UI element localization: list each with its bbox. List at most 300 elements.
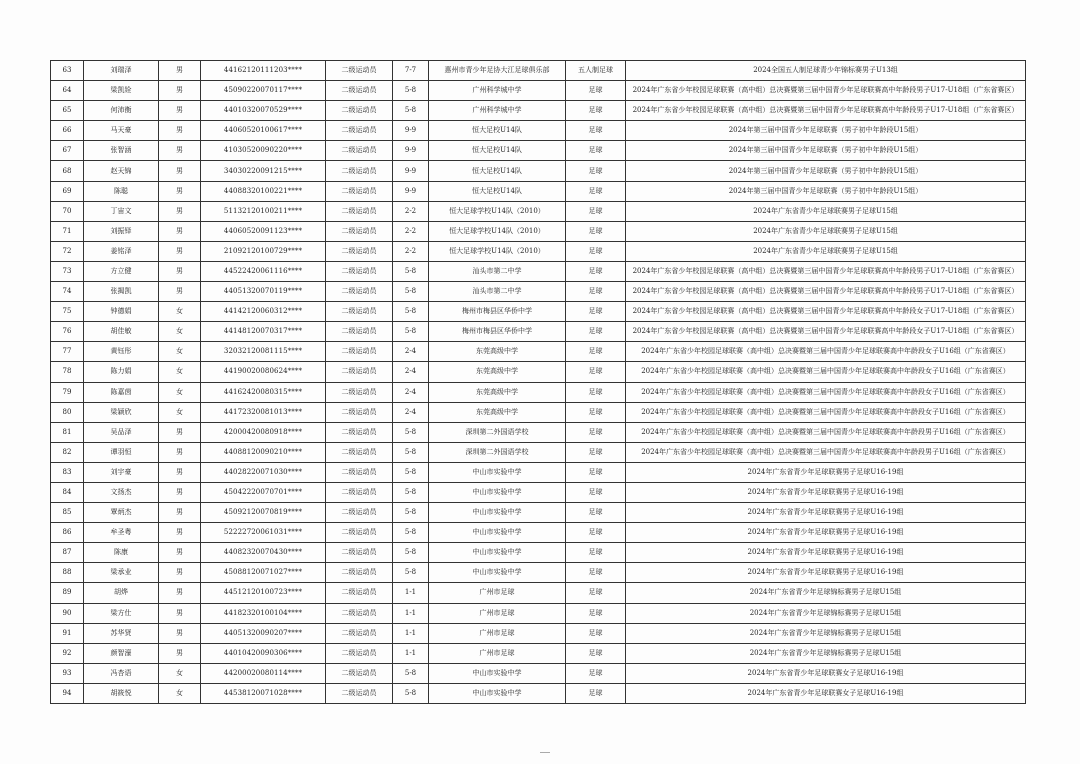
cell-group: 1-1 xyxy=(393,583,429,603)
cell-group: 2-2 xyxy=(393,221,429,241)
table-row xyxy=(51,221,1026,241)
cell-no: 78 xyxy=(51,362,84,382)
cell-group: 2-2 xyxy=(393,201,429,221)
cell-name: 梁凯铨 xyxy=(84,81,159,101)
cell-gender: 男 xyxy=(159,81,201,101)
cell-level: 二级运动员 xyxy=(326,141,393,161)
cell-gender: 男 xyxy=(159,141,201,161)
cell-name: 胡佳敏 xyxy=(84,322,159,342)
cell-name: 陈力娟 xyxy=(84,362,159,382)
cell-competition: 2024年广东省青少年足球锦标赛男子足球U15组 xyxy=(626,603,1026,623)
cell-competition: 2024年广东省少年校园足球联赛（高中组）总决赛暨第三届中国青少年足球联赛高中年龄段女子U17-U18组（广东省赛区） xyxy=(626,322,1026,342)
cell-competition: 2024年广东省青少年足球联赛男子足球U15组 xyxy=(626,201,1026,221)
cell-name: 陈嘉茵 xyxy=(84,382,159,402)
cell-id: 44172320081013**** xyxy=(201,402,326,422)
cell-no: 80 xyxy=(51,402,84,422)
cell-name: 丁宙文 xyxy=(84,201,159,221)
cell-sport: 足球 xyxy=(566,643,626,663)
cell-group: 9-9 xyxy=(393,161,429,181)
cell-no: 82 xyxy=(51,442,84,462)
cell-sport: 五人制足球 xyxy=(566,61,626,81)
cell-no: 88 xyxy=(51,563,84,583)
cell-level: 二级运动员 xyxy=(326,603,393,623)
cell-org: 恒大足球学校U14队（2010） xyxy=(429,221,566,241)
cell-gender: 男 xyxy=(159,241,201,261)
cell-sport: 足球 xyxy=(566,462,626,482)
table-row xyxy=(51,161,1026,181)
cell-group: 2-4 xyxy=(393,342,429,362)
cell-org: 恒大足校U14队 xyxy=(429,141,566,161)
cell-competition: 2024年广东省青少年足球锦标赛男子足球U15组 xyxy=(626,643,1026,663)
cell-gender: 男 xyxy=(159,503,201,523)
cell-level: 二级运动员 xyxy=(326,663,393,683)
cell-org: 中山市实验中学 xyxy=(429,482,566,502)
cell-id: 44060520100617**** xyxy=(201,121,326,141)
cell-id: 41030520090220**** xyxy=(201,141,326,161)
cell-competition: 2024年广东省少年校园足球联赛（高中组）总决赛暨第三届中国青少年足球联赛高中年龄段男子U17-U18组（广东省赛区） xyxy=(626,101,1026,121)
cell-sport: 足球 xyxy=(566,523,626,543)
cell-no: 83 xyxy=(51,462,84,482)
cell-no: 93 xyxy=(51,663,84,683)
cell-group: 5-8 xyxy=(393,523,429,543)
cell-gender: 男 xyxy=(159,422,201,442)
cell-level: 二级运动员 xyxy=(326,342,393,362)
cell-competition: 2024年广东省青少年足球锦标赛男子足球U15组 xyxy=(626,623,1026,643)
cell-org: 中山市实验中学 xyxy=(429,683,566,703)
cell-level: 二级运动员 xyxy=(326,221,393,241)
cell-competition: 2024年广东省青少年足球联赛男子足球U15组 xyxy=(626,241,1026,261)
table-row xyxy=(51,583,1026,603)
cell-id: 44142120060312**** xyxy=(201,302,326,322)
cell-sport: 足球 xyxy=(566,683,626,703)
cell-level: 二级运动员 xyxy=(326,362,393,382)
cell-org: 梅州市梅县区华侨中学 xyxy=(429,322,566,342)
cell-id: 42000420080918**** xyxy=(201,422,326,442)
cell-group: 5-8 xyxy=(393,261,429,281)
table-row xyxy=(51,623,1026,643)
cell-no: 69 xyxy=(51,181,84,201)
cell-name: 颜智濠 xyxy=(84,643,159,663)
cell-org: 中山市实验中学 xyxy=(429,523,566,543)
cell-name: 陈聪 xyxy=(84,181,159,201)
cell-group: 2-2 xyxy=(393,241,429,261)
cell-id: 44088120090210**** xyxy=(201,442,326,462)
cell-no: 91 xyxy=(51,623,84,643)
cell-id: 44182320100104**** xyxy=(201,603,326,623)
cell-org: 惠州市青少年足协大江足球俱乐部 xyxy=(429,61,566,81)
cell-name: 刘瑞泽 xyxy=(84,61,159,81)
cell-id: 44028220071030**** xyxy=(201,462,326,482)
cell-competition: 2024年广东省少年校园足球联赛（高中组）总决赛暨第三届中国青少年足球联赛高中年龄段女子U16组（广东省赛区） xyxy=(626,402,1026,422)
cell-org: 恒大足校U14队 xyxy=(429,181,566,201)
cell-group: 5-8 xyxy=(393,322,429,342)
cell-group: 5-8 xyxy=(393,462,429,482)
cell-no: 81 xyxy=(51,422,84,442)
cell-name: 张揭凯 xyxy=(84,282,159,302)
cell-no: 94 xyxy=(51,683,84,703)
cell-sport: 足球 xyxy=(566,442,626,462)
cell-group: 1-1 xyxy=(393,603,429,623)
cell-org: 深圳第二外国语学校 xyxy=(429,442,566,462)
cell-competition: 2024年广东省青少年足球联赛女子足球U16-19组 xyxy=(626,683,1026,703)
cell-gender: 男 xyxy=(159,442,201,462)
cell-org: 汕头市第二中学 xyxy=(429,282,566,302)
table-row xyxy=(51,101,1026,121)
table-row xyxy=(51,603,1026,623)
cell-gender: 男 xyxy=(159,221,201,241)
cell-level: 二级运动员 xyxy=(326,563,393,583)
cell-org: 东莞高级中学 xyxy=(429,362,566,382)
table-row xyxy=(51,261,1026,281)
cell-gender: 男 xyxy=(159,261,201,281)
cell-competition: 2024年广东省青少年足球联赛男子足球U16-19组 xyxy=(626,482,1026,502)
cell-name: 胡烨 xyxy=(84,583,159,603)
cell-org: 汕头市第二中学 xyxy=(429,261,566,281)
cell-gender: 女 xyxy=(159,683,201,703)
cell-org: 恒大足校U14队 xyxy=(429,161,566,181)
cell-no: 65 xyxy=(51,101,84,121)
cell-competition: 2024年第三届中国青少年足球联赛（男子初中年龄段U15组） xyxy=(626,161,1026,181)
cell-sport: 足球 xyxy=(566,81,626,101)
cell-group: 9-9 xyxy=(393,141,429,161)
cell-name: 方立健 xyxy=(84,261,159,281)
cell-no: 72 xyxy=(51,241,84,261)
cell-gender: 男 xyxy=(159,583,201,603)
cell-group: 1-1 xyxy=(393,643,429,663)
cell-gender: 男 xyxy=(159,101,201,121)
table-row xyxy=(51,523,1026,543)
cell-name: 赵天锦 xyxy=(84,161,159,181)
cell-competition: 2024年第三届中国青少年足球联赛（男子初中年龄段U15组） xyxy=(626,121,1026,141)
cell-name: 胡筱悦 xyxy=(84,683,159,703)
cell-group: 5-8 xyxy=(393,503,429,523)
cell-name: 何沛衡 xyxy=(84,101,159,121)
cell-org: 中山市实验中学 xyxy=(429,563,566,583)
cell-id: 51132120100211**** xyxy=(201,201,326,221)
cell-level: 二级运动员 xyxy=(326,503,393,523)
cell-gender: 男 xyxy=(159,161,201,181)
cell-sport: 足球 xyxy=(566,382,626,402)
cell-sport: 足球 xyxy=(566,663,626,683)
cell-sport: 足球 xyxy=(566,402,626,422)
cell-competition: 2024年广东省少年校园足球联赛（高中组）总决赛暨第三届中国青少年足球联赛高中年龄段男子U17-U18组（广东省赛区） xyxy=(626,261,1026,281)
cell-sport: 足球 xyxy=(566,342,626,362)
cell-name: 刘宇豪 xyxy=(84,462,159,482)
cell-level: 二级运动员 xyxy=(326,101,393,121)
cell-no: 86 xyxy=(51,523,84,543)
cell-level: 二级运动员 xyxy=(326,523,393,543)
cell-no: 67 xyxy=(51,141,84,161)
cell-no: 89 xyxy=(51,583,84,603)
page-footer-mark xyxy=(540,752,550,757)
cell-sport: 足球 xyxy=(566,563,626,583)
cell-competition: 2024年广东省少年校园足球联赛（高中组）总决赛暨第三届中国青少年足球联赛高中年龄段男子U17-U18组（广东省赛区） xyxy=(626,81,1026,101)
cell-sport: 足球 xyxy=(566,482,626,502)
cell-level: 二级运动员 xyxy=(326,241,393,261)
cell-competition: 2024年广东省少年校园足球联赛（高中组）总决赛暨第三届中国青少年足球联赛高中年龄段女子U16组（广东省赛区） xyxy=(626,342,1026,362)
cell-level: 二级运动员 xyxy=(326,543,393,563)
cell-id: 44538120071028**** xyxy=(201,683,326,703)
cell-group: 5-8 xyxy=(393,482,429,502)
cell-gender: 男 xyxy=(159,482,201,502)
cell-name: 姜铭泽 xyxy=(84,241,159,261)
cell-level: 二级运动员 xyxy=(326,282,393,302)
cell-id: 44010320070529**** xyxy=(201,101,326,121)
cell-name: 牟圣粤 xyxy=(84,523,159,543)
cell-org: 广州市足球 xyxy=(429,643,566,663)
cell-gender: 男 xyxy=(159,623,201,643)
cell-group: 7-7 xyxy=(393,61,429,81)
cell-competition: 2024全国五人制足球青少年锦标赛男子U13组 xyxy=(626,61,1026,81)
cell-id: 44082320070430**** xyxy=(201,543,326,563)
cell-org: 梅州市梅县区华侨中学 xyxy=(429,302,566,322)
cell-competition: 2024年广东省少年校园足球联赛（高中组）总决赛暨第三届中国青少年足球联赛高中年龄段女子U16组（广东省赛区） xyxy=(626,382,1026,402)
cell-no: 64 xyxy=(51,81,84,101)
cell-name: 文扬杰 xyxy=(84,482,159,502)
table-row xyxy=(51,482,1026,502)
cell-sport: 足球 xyxy=(566,221,626,241)
cell-competition: 2024年广东省青少年足球联赛男子足球U16-19组 xyxy=(626,563,1026,583)
cell-org: 恒大足球学校U14队（2010） xyxy=(429,201,566,221)
cell-org: 广州市足球 xyxy=(429,583,566,603)
cell-gender: 女 xyxy=(159,663,201,683)
table-row xyxy=(51,241,1026,261)
cell-org: 东莞高级中学 xyxy=(429,402,566,422)
cell-id: 21092120100729**** xyxy=(201,241,326,261)
cell-gender: 女 xyxy=(159,342,201,362)
cell-competition: 2024年第三届中国青少年足球联赛（男子初中年龄段U15组） xyxy=(626,141,1026,161)
cell-name: 刘振铎 xyxy=(84,221,159,241)
cell-no: 85 xyxy=(51,503,84,523)
table-row xyxy=(51,362,1026,382)
cell-gender: 男 xyxy=(159,61,201,81)
cell-group: 2-4 xyxy=(393,402,429,422)
cell-no: 70 xyxy=(51,201,84,221)
cell-group: 5-8 xyxy=(393,101,429,121)
cell-no: 76 xyxy=(51,322,84,342)
cell-org: 恒大足球学校U14队（2010） xyxy=(429,241,566,261)
cell-group: 5-8 xyxy=(393,302,429,322)
cell-gender: 女 xyxy=(159,382,201,402)
cell-id: 44051320070119**** xyxy=(201,282,326,302)
cell-sport: 足球 xyxy=(566,241,626,261)
cell-id: 34030220091215**** xyxy=(201,161,326,181)
cell-competition: 2024年广东省少年校园足球联赛（高中组）总决赛暨第三届中国青少年足球联赛高中年龄段男子U16组（广东省赛区） xyxy=(626,422,1026,442)
cell-id: 44190020080624**** xyxy=(201,362,326,382)
cell-competition: 2024年广东省青少年足球锦标赛男子足球U15组 xyxy=(626,583,1026,603)
cell-gender: 女 xyxy=(159,322,201,342)
cell-sport: 足球 xyxy=(566,181,626,201)
cell-group: 5-8 xyxy=(393,563,429,583)
table-row xyxy=(51,563,1026,583)
cell-name: 钟德娟 xyxy=(84,302,159,322)
cell-no: 77 xyxy=(51,342,84,362)
table-row xyxy=(51,61,1026,81)
cell-level: 二级运动员 xyxy=(326,442,393,462)
table-row xyxy=(51,402,1026,422)
table-row xyxy=(51,382,1026,402)
cell-group: 1-1 xyxy=(393,623,429,643)
cell-no: 84 xyxy=(51,482,84,502)
table-row xyxy=(51,181,1026,201)
cell-competition: 2024年广东省青少年足球联赛男子足球U16-19组 xyxy=(626,462,1026,482)
cell-level: 二级运动员 xyxy=(326,261,393,281)
cell-competition: 2024年广东省少年校园足球联赛（高中组）总决赛暨第三届中国青少年足球联赛高中年龄段女子U17-U18组（广东省赛区） xyxy=(626,302,1026,322)
cell-id: 44060520091123**** xyxy=(201,221,326,241)
table-row xyxy=(51,643,1026,663)
cell-org: 广州科学城中学 xyxy=(429,101,566,121)
cell-org: 中山市实验中学 xyxy=(429,663,566,683)
cell-name: 吴品泽 xyxy=(84,422,159,442)
cell-name: 陈康 xyxy=(84,543,159,563)
cell-no: 79 xyxy=(51,382,84,402)
cell-sport: 足球 xyxy=(566,543,626,563)
cell-name: 覃炳杰 xyxy=(84,503,159,523)
cell-level: 二级运动员 xyxy=(326,583,393,603)
cell-org: 广州市足球 xyxy=(429,603,566,623)
cell-competition: 2024年广东省青少年足球联赛男子足球U15组 xyxy=(626,221,1026,241)
cell-sport: 足球 xyxy=(566,583,626,603)
cell-gender: 男 xyxy=(159,523,201,543)
cell-group: 2-4 xyxy=(393,362,429,382)
cell-group: 5-8 xyxy=(393,442,429,462)
cell-sport: 足球 xyxy=(566,201,626,221)
cell-level: 二级运动员 xyxy=(326,121,393,141)
cell-id: 32032120081115**** xyxy=(201,342,326,362)
cell-org: 恒大足校U14队 xyxy=(429,121,566,141)
cell-competition: 2024年广东省青少年足球联赛女子足球U16-19组 xyxy=(626,663,1026,683)
cell-group: 5-8 xyxy=(393,81,429,101)
cell-competition: 2024年广东省青少年足球联赛男子足球U16-19组 xyxy=(626,543,1026,563)
cell-id: 45092120070819**** xyxy=(201,503,326,523)
cell-no: 75 xyxy=(51,302,84,322)
cell-sport: 足球 xyxy=(566,362,626,382)
cell-level: 二级运动员 xyxy=(326,61,393,81)
cell-sport: 足球 xyxy=(566,623,626,643)
cell-group: 5-8 xyxy=(393,683,429,703)
cell-name: 马天豪 xyxy=(84,121,159,141)
table-row xyxy=(51,442,1026,462)
cell-gender: 女 xyxy=(159,402,201,422)
roster-body xyxy=(51,61,1026,704)
cell-competition: 2024年广东省青少年足球联赛男子足球U16-19组 xyxy=(626,523,1026,543)
table-row xyxy=(51,683,1026,703)
cell-sport: 足球 xyxy=(566,422,626,442)
cell-level: 二级运动员 xyxy=(326,302,393,322)
cell-level: 二级运动员 xyxy=(326,322,393,342)
cell-gender: 男 xyxy=(159,643,201,663)
table-row xyxy=(51,342,1026,362)
table-row xyxy=(51,81,1026,101)
cell-org: 广州科学城中学 xyxy=(429,81,566,101)
cell-gender: 男 xyxy=(159,121,201,141)
cell-id: 44162120111203**** xyxy=(201,61,326,81)
cell-gender: 男 xyxy=(159,543,201,563)
cell-no: 63 xyxy=(51,61,84,81)
cell-no: 73 xyxy=(51,261,84,281)
cell-id: 44522420061116**** xyxy=(201,261,326,281)
cell-level: 二级运动员 xyxy=(326,81,393,101)
cell-no: 74 xyxy=(51,282,84,302)
cell-no: 90 xyxy=(51,603,84,623)
cell-sport: 足球 xyxy=(566,503,626,523)
cell-name: 张智涵 xyxy=(84,141,159,161)
cell-no: 66 xyxy=(51,121,84,141)
cell-gender: 男 xyxy=(159,201,201,221)
cell-id: 44512120100723**** xyxy=(201,583,326,603)
table-row xyxy=(51,543,1026,563)
cell-no: 92 xyxy=(51,643,84,663)
cell-level: 二级运动员 xyxy=(326,161,393,181)
cell-name: 冯杏语 xyxy=(84,663,159,683)
cell-group: 9-9 xyxy=(393,181,429,201)
cell-sport: 足球 xyxy=(566,141,626,161)
cell-gender: 男 xyxy=(159,603,201,623)
table-row xyxy=(51,141,1026,161)
cell-id: 44148120070317**** xyxy=(201,322,326,342)
cell-group: 2-4 xyxy=(393,382,429,402)
cell-level: 二级运动员 xyxy=(326,422,393,442)
cell-gender: 男 xyxy=(159,462,201,482)
cell-org: 广州市足球 xyxy=(429,623,566,643)
cell-org: 中山市实验中学 xyxy=(429,462,566,482)
cell-level: 二级运动员 xyxy=(326,462,393,482)
cell-no: 71 xyxy=(51,221,84,241)
cell-org: 东莞高级中学 xyxy=(429,382,566,402)
cell-gender: 男 xyxy=(159,181,201,201)
table-row xyxy=(51,462,1026,482)
cell-org: 中山市实验中学 xyxy=(429,503,566,523)
cell-id: 44088320100221**** xyxy=(201,181,326,201)
cell-gender: 男 xyxy=(159,282,201,302)
cell-level: 二级运动员 xyxy=(326,683,393,703)
table-row xyxy=(51,121,1026,141)
cell-id: 44010420090306**** xyxy=(201,643,326,663)
cell-name: 黄钰彤 xyxy=(84,342,159,362)
cell-level: 二级运动员 xyxy=(326,402,393,422)
cell-org: 东莞高级中学 xyxy=(429,342,566,362)
table-row xyxy=(51,663,1026,683)
cell-competition: 2024年广东省少年校园足球联赛（高中组）总决赛暨第三届中国青少年足球联赛高中年龄段男子U16组（广东省赛区） xyxy=(626,442,1026,462)
cell-competition: 2024年广东省青少年足球联赛男子足球U16-19组 xyxy=(626,503,1026,523)
cell-sport: 足球 xyxy=(566,161,626,181)
cell-level: 二级运动员 xyxy=(326,181,393,201)
cell-name: 梁承业 xyxy=(84,563,159,583)
cell-id: 44200020080114**** xyxy=(201,663,326,683)
cell-id: 45090220070117**** xyxy=(201,81,326,101)
cell-id: 44051320090207**** xyxy=(201,623,326,643)
cell-sport: 足球 xyxy=(566,121,626,141)
table-row xyxy=(51,322,1026,342)
cell-name: 苏华贤 xyxy=(84,623,159,643)
cell-group: 5-8 xyxy=(393,282,429,302)
cell-name: 梁颖欣 xyxy=(84,402,159,422)
cell-sport: 足球 xyxy=(566,322,626,342)
cell-group: 5-8 xyxy=(393,543,429,563)
cell-level: 二级运动员 xyxy=(326,382,393,402)
cell-id: 45088120071027**** xyxy=(201,563,326,583)
cell-gender: 女 xyxy=(159,302,201,322)
table-row xyxy=(51,302,1026,322)
cell-competition: 2024年第三届中国青少年足球联赛（男子初中年龄段U15组） xyxy=(626,181,1026,201)
cell-level: 二级运动员 xyxy=(326,482,393,502)
cell-level: 二级运动员 xyxy=(326,623,393,643)
cell-org: 深圳第二外国语学校 xyxy=(429,422,566,442)
cell-name: 梁方仕 xyxy=(84,603,159,623)
cell-sport: 足球 xyxy=(566,282,626,302)
cell-no: 68 xyxy=(51,161,84,181)
cell-org: 中山市实验中学 xyxy=(429,543,566,563)
